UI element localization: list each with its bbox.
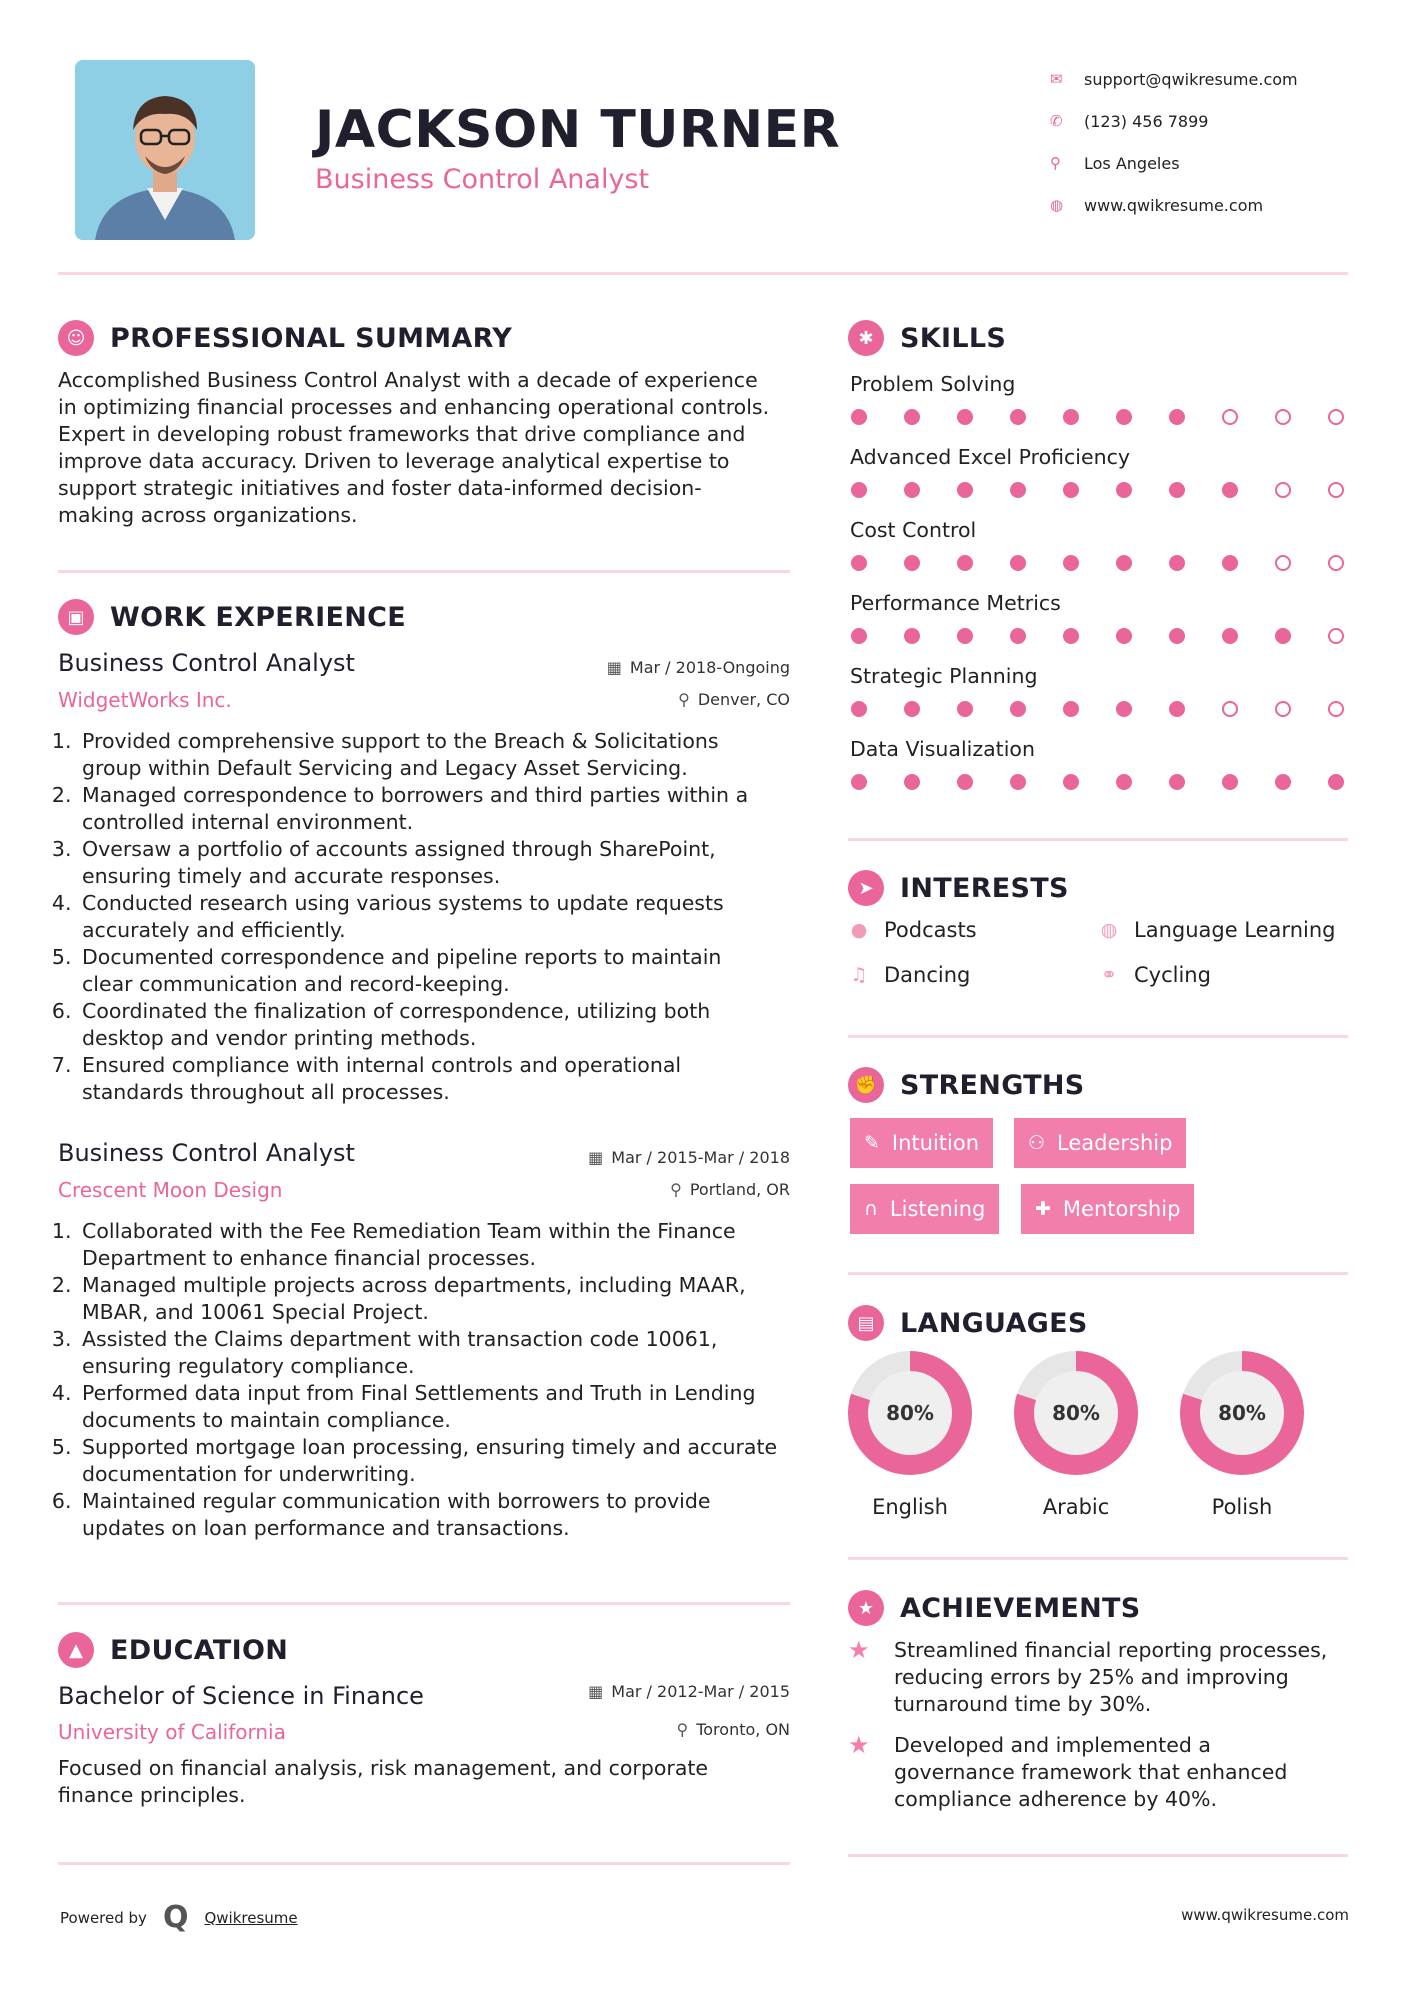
shooting-star-icon: ★: [848, 1731, 870, 1759]
add-user-icon: ✚: [1035, 1198, 1051, 1220]
list-item: 5. Supported mortgage loan processing, ensuring timely and accurate documentation for underwriting.: [78, 1434, 818, 1488]
rating-dot-filled: [1063, 555, 1079, 571]
list-item: 3. Oversaw a portfolio of accounts assigned through SharePoint, ensuring timely and accurate responses.: [78, 836, 808, 890]
profile-photo-avatar: [75, 60, 255, 240]
language-percent: 80%: [868, 1371, 952, 1455]
contact-list: [1050, 58, 1350, 226]
pin-icon: ⚲: [676, 1720, 689, 1739]
rating-dot-filled: [1010, 482, 1026, 498]
skill-rating: [851, 701, 1344, 717]
list-item: 7. Ensured compliance with internal controls and operational standards throughout all processes.: [78, 1052, 808, 1106]
pin-icon: ⚲: [670, 1180, 682, 1199]
summary-section-header: [58, 320, 512, 356]
skill-name: Strategic Planning: [850, 664, 1038, 688]
summary-text: [58, 367, 798, 529]
job-dates: [550, 1148, 790, 1167]
calendar-icon: ▦: [588, 1148, 604, 1167]
language-progress-ring: [848, 1351, 972, 1475]
profile-photo: [75, 60, 255, 240]
rating-dot-filled: [851, 409, 867, 425]
rating-dot-empty: [1275, 482, 1291, 498]
rating-dot-filled: [904, 628, 920, 644]
language-item: [848, 1351, 972, 1519]
achievement-item: [848, 1637, 1327, 1718]
rating-dot-empty: [1328, 628, 1344, 644]
list-item: 6. Coordinated the finalization of correspondence, utilizing both desktop and vendor printing methods.: [78, 998, 808, 1052]
language-item: [1180, 1351, 1304, 1519]
rating-dot-filled: [1222, 482, 1238, 498]
skill-name: Advanced Excel Proficiency: [850, 445, 1131, 469]
achievement-item: [848, 1732, 1287, 1813]
list-item: 1. Provided comprehensive support to the Breach & Solicitations group within Default Servicing and Legacy Asset Servicing.: [78, 728, 808, 782]
contact-location-text: Los Angeles: [1084, 153, 1180, 173]
achievement-line: reducing errors by 25% and improving: [894, 1665, 1289, 1689]
interests-section-header: [848, 870, 1069, 906]
summary-line: Accomplished Business Control Analyst with a decade of experience: [58, 368, 758, 392]
job-title: Business Control Analyst: [58, 649, 355, 677]
interests-divider: [848, 1035, 1348, 1038]
contact-email[interactable]: [1050, 58, 1350, 100]
strength-chip: [1014, 1118, 1186, 1168]
rating-dot-filled: [1169, 482, 1185, 498]
contact-website[interactable]: [1050, 184, 1350, 226]
work-section-header: [58, 599, 406, 635]
rating-dot-filled: [1116, 774, 1132, 790]
language-name: Arabic: [1042, 1495, 1110, 1519]
interest-item: [1098, 963, 1211, 987]
rating-dot-filled: [1063, 774, 1079, 790]
rating-dot-filled: [1010, 555, 1026, 571]
rating-dot-filled: [851, 774, 867, 790]
rating-dot-filled: [1063, 482, 1079, 498]
strength-label: Mentorship: [1062, 1197, 1181, 1221]
rating-dot-filled: [1063, 701, 1079, 717]
summary-line: in optimizing financial processes and enhancing operational controls.: [58, 395, 770, 419]
list-item: 5. Documented correspondence and pipeline reports to maintain clear communication and record-keeping.: [78, 944, 808, 998]
education-divider: [58, 1862, 790, 1865]
summary-line: improve data accuracy. Driven to leverage analytical expertise to: [58, 449, 730, 473]
rating-dot-filled: [1063, 409, 1079, 425]
candidate-name: JACKSON TURNER: [315, 100, 841, 160]
globe-icon: ◍: [1100, 919, 1118, 941]
rating-dot-empty: [1328, 555, 1344, 571]
rating-dot-filled: [851, 628, 867, 644]
skills-section-header: [848, 320, 1006, 356]
user-icon: ☺: [58, 320, 94, 356]
list-item: 1. Collaborated with the Fee Remediation Team within the Finance Department to enhance financial processes.: [78, 1218, 818, 1272]
calendar-icon: ▦: [606, 658, 622, 677]
interest-item: [848, 963, 970, 987]
achievements-heading: ACHIEVEMENTS: [900, 1592, 1141, 1624]
interest-label: Podcasts: [884, 918, 977, 942]
skill-name: Cost Control: [850, 518, 977, 542]
qwikresume-logo-icon: Q: [162, 1900, 189, 1935]
language-card-icon: ▤: [848, 1305, 884, 1341]
job-location: [550, 1180, 790, 1199]
skill-rating: [851, 409, 1344, 425]
job-bullets: [58, 728, 808, 1106]
achievements-section-header: [848, 1590, 1141, 1626]
education-location-text: Toronto, ON: [696, 1720, 790, 1739]
envelope-icon: ✉: [1050, 70, 1063, 88]
globe-icon: ◍: [1050, 196, 1064, 214]
rating-dot-filled: [1169, 555, 1185, 571]
achievement-line: Developed and implemented a: [894, 1733, 1211, 1757]
strength-chip: [850, 1184, 999, 1234]
job-location: [550, 690, 790, 709]
rating-dot-filled: [1169, 409, 1185, 425]
rating-dot-filled: [1169, 628, 1185, 644]
rating-dot-empty: [1222, 409, 1238, 425]
rating-dot-filled: [1116, 701, 1132, 717]
language-item: [1014, 1351, 1138, 1519]
contact-website-text: www.qwikresume.com: [1084, 195, 1264, 215]
star-badge-icon: ★: [848, 1590, 884, 1626]
rating-dot-filled: [851, 701, 867, 717]
language-name: English: [872, 1495, 948, 1519]
interest-label: Language Learning: [1134, 918, 1336, 942]
rating-dot-filled: [904, 555, 920, 571]
paper-plane-icon: ➤: [848, 870, 884, 906]
job-dates-text: Mar / 2018-Ongoing: [629, 658, 790, 677]
list-item: 4. Conducted research using various systems to update requests accurately and efficiently.: [78, 890, 808, 944]
summary-line: support strategic initiatives and foster data-informed decision-: [58, 476, 702, 500]
rating-dot-filled: [1010, 774, 1026, 790]
strengths-section-header: [848, 1067, 1085, 1103]
rating-dot-filled: [1116, 555, 1132, 571]
rating-dot-filled: [957, 555, 973, 571]
headphones-icon: ∩: [864, 1198, 878, 1220]
rating-dot-filled: [851, 555, 867, 571]
interest-item: [1098, 918, 1335, 942]
work-heading: WORK EXPERIENCE: [110, 601, 406, 633]
users-icon: ⚇: [1028, 1132, 1046, 1154]
fist-icon: ✊: [848, 1067, 884, 1103]
header-divider: [58, 272, 1348, 275]
rating-dot-empty: [1275, 555, 1291, 571]
education-location: [550, 1720, 790, 1739]
achievements-divider: [848, 1854, 1348, 1857]
language-progress-ring: [1180, 1351, 1304, 1475]
skill-name: Data Visualization: [850, 737, 1035, 761]
rating-dot-filled: [1222, 628, 1238, 644]
rating-dot-filled: [1116, 628, 1132, 644]
candidate-title: Business Control Analyst: [315, 164, 650, 195]
footer-url[interactable]: www.qwikresume.com: [1181, 1906, 1349, 1924]
rating-dot-empty: [1222, 701, 1238, 717]
lightbulb-icon: ✱: [848, 320, 884, 356]
strength-label: Listening: [889, 1197, 986, 1221]
phone-icon: ✆: [1050, 112, 1063, 130]
rating-dot-filled: [1063, 628, 1079, 644]
rating-dot-filled: [957, 774, 973, 790]
footer-powered-by: [60, 1900, 298, 1935]
education-degree: Bachelor of Science in Finance: [58, 1682, 424, 1710]
job-dates: [550, 658, 790, 677]
list-item: 4. Performed data input from Final Settlements and Truth in Lending documents to maintain compliance.: [78, 1380, 818, 1434]
rating-dot-filled: [1275, 774, 1291, 790]
achievement-line: governance framework that enhanced: [894, 1760, 1288, 1784]
skills-divider: [848, 838, 1348, 841]
job-location-text: Denver, CO: [697, 690, 790, 709]
interests-heading: INTERESTS: [900, 872, 1069, 904]
contact-email-text: support@qwikresume.com: [1084, 69, 1298, 89]
graduation-icon: ▲: [58, 1632, 94, 1668]
languages-heading: LANGUAGES: [900, 1307, 1088, 1339]
skill-rating: [851, 555, 1344, 571]
strengths-heading: STRENGTHS: [900, 1069, 1085, 1101]
summary-line: making across organizations.: [58, 503, 358, 527]
pin-icon: ⚲: [678, 690, 690, 709]
list-item: 2. Managed multiple projects across departments, including MAAR, MBAR, and 10061 Special Project.: [78, 1272, 818, 1326]
briefcase-icon: ▣: [58, 599, 94, 635]
rating-dot-filled: [1116, 409, 1132, 425]
skills-heading: SKILLS: [900, 322, 1007, 354]
job-location-text: Portland, OR: [689, 1180, 790, 1199]
summary-divider: [58, 570, 790, 573]
job-title: Business Control Analyst: [58, 1139, 355, 1167]
interest-item: [848, 918, 977, 942]
shooting-star-icon: ★: [848, 1636, 870, 1664]
rating-dot-filled: [904, 482, 920, 498]
rating-dot-filled: [957, 701, 973, 717]
job-company: WidgetWorks Inc.: [58, 688, 232, 712]
interest-label: Cycling: [1134, 963, 1211, 987]
qwikresume-link[interactable]: Qwikresume: [204, 1908, 298, 1927]
location-icon: ⚲: [1050, 154, 1061, 172]
rating-dot-filled: [851, 482, 867, 498]
rating-dot-filled: [1010, 628, 1026, 644]
rating-dot-filled: [1010, 409, 1026, 425]
strengths-divider: [848, 1272, 1348, 1275]
list-item: 6. Maintained regular communication with borrowers to provide updates on loan performance and transactions.: [78, 1488, 818, 1542]
rating-dot-filled: [957, 409, 973, 425]
education-heading: EDUCATION: [110, 1634, 289, 1666]
strength-label: Leadership: [1057, 1131, 1173, 1155]
job-bullets: [58, 1218, 818, 1542]
strength-chip: [1021, 1184, 1194, 1234]
education-line: Focused on financial analysis, risk management, and corporate: [58, 1756, 709, 1780]
contact-location: [1050, 142, 1350, 184]
rating-dot-empty: [1275, 409, 1291, 425]
rating-dot-filled: [1169, 701, 1185, 717]
education-school: University of California: [58, 1720, 286, 1744]
powered-by-text: Powered by: [60, 1908, 147, 1927]
list-item: 2. Managed correspondence to borrowers and third parties within a controlled internal environment.: [78, 782, 808, 836]
magic-wand-icon: ✎: [864, 1132, 880, 1154]
skill-rating: [851, 774, 1344, 790]
summary-heading: PROFESSIONAL SUMMARY: [110, 322, 513, 354]
rating-dot-filled: [904, 701, 920, 717]
education-dates: [550, 1682, 790, 1701]
list-item: 3. Assisted the Claims department with transaction code 10061, ensuring regulatory compliance.: [78, 1326, 818, 1380]
rating-dot-filled: [1116, 482, 1132, 498]
achievement-line: turnaround time by 30%.: [894, 1692, 1152, 1716]
music-note-icon: ♫: [850, 964, 868, 986]
rating-dot-filled: [1169, 774, 1185, 790]
skill-rating: [851, 628, 1344, 644]
language-name: Polish: [1211, 1495, 1273, 1519]
language-percent: 80%: [1200, 1371, 1284, 1455]
skill-name: Problem Solving: [850, 372, 1016, 396]
achievement-line: Streamlined financial reporting processes,: [894, 1638, 1328, 1662]
rating-dot-filled: [1222, 555, 1238, 571]
job-company: Crescent Moon Design: [58, 1178, 283, 1202]
interest-label: Dancing: [884, 963, 971, 987]
rating-dot-empty: [1328, 701, 1344, 717]
contact-phone[interactable]: [1050, 100, 1350, 142]
rating-dot-filled: [957, 628, 973, 644]
language-percent: 80%: [1034, 1371, 1118, 1455]
rating-dot-filled: [1275, 628, 1291, 644]
rating-dot-filled: [904, 409, 920, 425]
language-progress-ring: [1014, 1351, 1138, 1475]
strength-chip: [850, 1118, 993, 1168]
contact-phone-text: (123) 456 7899: [1084, 111, 1209, 131]
languages-section-header: [848, 1305, 1088, 1341]
education-description: [58, 1755, 798, 1809]
rating-dot-filled: [904, 774, 920, 790]
rating-dot-empty: [1328, 409, 1344, 425]
rating-dot-filled: [1010, 701, 1026, 717]
bicycle-icon: ⚭: [1101, 964, 1117, 986]
achievement-line: compliance adherence by 40%.: [894, 1787, 1218, 1811]
strength-label: Intuition: [891, 1131, 980, 1155]
rating-dot-filled: [957, 482, 973, 498]
skill-rating: [851, 482, 1344, 498]
education-section-header: [58, 1632, 288, 1668]
rating-dot-empty: [1328, 482, 1344, 498]
skill-name: Performance Metrics: [850, 591, 1061, 615]
job-dates-text: Mar / 2015-Mar / 2018: [611, 1148, 790, 1167]
rating-dot-filled: [1222, 774, 1238, 790]
work-divider: [58, 1602, 790, 1605]
education-line: finance principles.: [58, 1783, 246, 1807]
education-dates-text: Mar / 2012-Mar / 2015: [611, 1682, 790, 1701]
rating-dot-filled: [1328, 774, 1344, 790]
summary-line: Expert in developing robust frameworks that drive compliance and: [58, 422, 746, 446]
calendar-icon: ▦: [588, 1682, 604, 1701]
microphone-icon: ●: [850, 919, 868, 941]
languages-divider: [848, 1557, 1348, 1560]
rating-dot-empty: [1275, 701, 1291, 717]
